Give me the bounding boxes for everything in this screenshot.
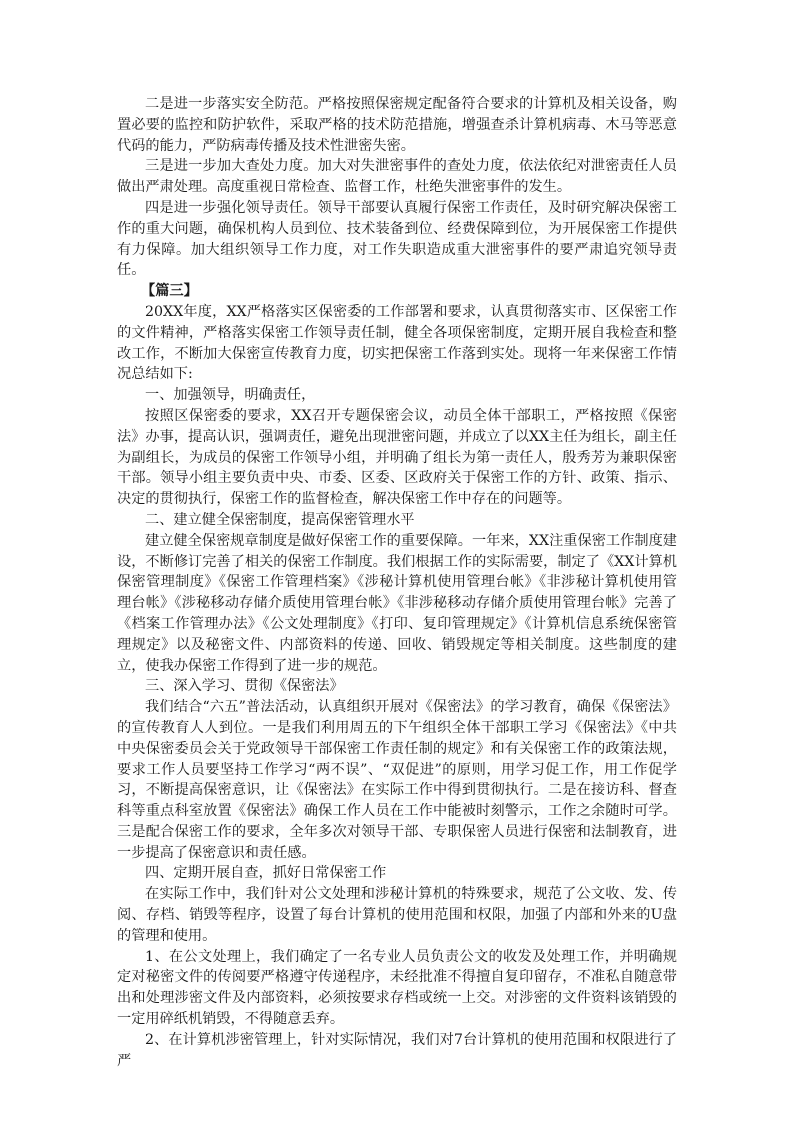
- paragraph-system-building: 建立健全保密规章制度是做好保密工作的重要保障。一年来，XX注重保密工作制度建设，不断修订完善了相关的保密工作制度。我们根据工作的实际需要，制定了《XX计算机保密管理制度》《保密工作管理档案》《涉秘计算机使用管理台帐》《非涉秘计算机使用管理台帐》《涉秘移动存储介质使用管理台帐》《非涉秘移动存储介质使用管理台帐》完善了《档案工作管理办法》《公文处理制度》《打印、复印管理规定》《计算机信息系统保密管理规定》以及秘密文件、内部资料的传递、回收、销毁规定等相关制度。这些制度的建立，使我办保密工作得到了进一步的规范。: [117, 532, 677, 674]
- paragraph-annual-intro: 20XX年度，XX严格落实区保密委的工作部署和要求，认真贯彻落实市、区保密工作的文件精神，严格落实保密工作领导责任制，健全各项保密制度，定期开展自我检查和整改工作，不断加大保密宣传教育力度，切实把保密工作落到实处。现将一年来保密工作情况总结如下:: [117, 303, 677, 383]
- paragraph-security-measures: 二是进一步落实安全防范。严格按照保密规定配备符合要求的计算机及相关设备，购置必要的监控和防护软件，采取严格的技术防范措施，增强查杀计算机病毒、木马等恶意代码的能力，严防病毒传播及技术性泄密失密。: [117, 96, 677, 154]
- paragraph-investigation: 三是进一步加大查处力度。加大对失泄密事件的查处力度，依法依纪对泄密责任人员做出严肃处理。高度重视日常检查、监督工作，杜绝失泄密事件的发生。: [117, 158, 677, 196]
- heading-self-inspection: 四、定期开展自查，抓好日常保密工作: [145, 865, 387, 882]
- heading-study-law: 三、深入学习、贯彻《保密法》: [145, 678, 344, 695]
- paragraph-law-education: 我们结合“六五”普法活动，认真组织开展对《保密法》的学习教育，确保《保密法》的宣传教育人人到位。一是我们利用周五的下午组织全体干部职工学习《保密法》《中共中央保密委员会关于党政领导干部保密工作责任制的规定》和有关保密工作的政策法规，要求工作人员要坚持工作学习“两不误”、“双促进”的原则，用学习促工作，用工作促学习，不断提高保密意识，让《保密法》在实际工作中得到贯彻执行。二是在接访科、督查科等重点科室放置《保密法》确保工作人员在工作中能被时刻警示，工作之余随时可学。三是配合保密工作的要求，全年多次对领导干部、专职保密人员进行保密和法制教育，进一步提高了保密意识和责任感。: [117, 699, 677, 861]
- paragraph-computer-management: 2、在计算机涉密管理上，针对实际情况，我们对7台计算机的使用范围和权限进行了严: [117, 1031, 677, 1069]
- paragraph-document-handling: 1、在公文处理上，我们确定了一名专业人员负责公文的收发及处理工作，并明确规定对秘密文件的传阅要严格遵守传递程序，未经批准不得擅自复印留存，不准私自随意带出和处理涉密文件及内部资料，必须按要求存档或统一上交。对涉密的文件资料该销毁的一定用碎纸机销毁，不得随意丢弃。: [117, 948, 677, 1028]
- paragraph-daily-work: 在实际工作中，我们针对公文处理和涉秘计算机的特殊要求，规范了公文收、发、传阅、存档、销毁等程序，设置了每台计算机的使用范围和权限，加强了内部和外来的U盘的管理和使用。: [117, 886, 677, 944]
- heading-strengthen-leadership: 一、加强领导，明确责任，: [145, 387, 316, 404]
- section-heading-part-three: 【篇三】: [141, 283, 198, 300]
- paragraph-leadership-group: 按照区保密委的要求，XX召开专题保密会议，动员全体干部职工，严格按照《保密法》办事，提高认识，强调责任，避免出现泄密问题，并成立了以XX主任为组长，副主任为副组长，为成员的保密工作领导小组，并明确了组长为第一责任人，殷秀芳为兼职保密干部。领导小组主要负责中央、市委、区委、区政府关于保密工作的方针、政策、指示、决定的贯彻执行，保密工作的监督检查，解决保密工作中存在的问题等。: [117, 407, 677, 508]
- heading-establish-system: 二、建立健全保密制度，提高保密管理水平: [145, 511, 415, 528]
- document-body: [117, 94, 677, 1071]
- paragraph-leadership-responsibility: 四是进一步强化领导责任。领导干部要认真履行保密工作责任，及时研究解决保密工作的重大问题，确保机构人员到位、技术装备到位、经费保障到位，为开展保密工作提供有力保障。加大组织领导工作力度，对工作失职造成重大泄密事件的要严肃追究领导责任。: [117, 199, 677, 279]
